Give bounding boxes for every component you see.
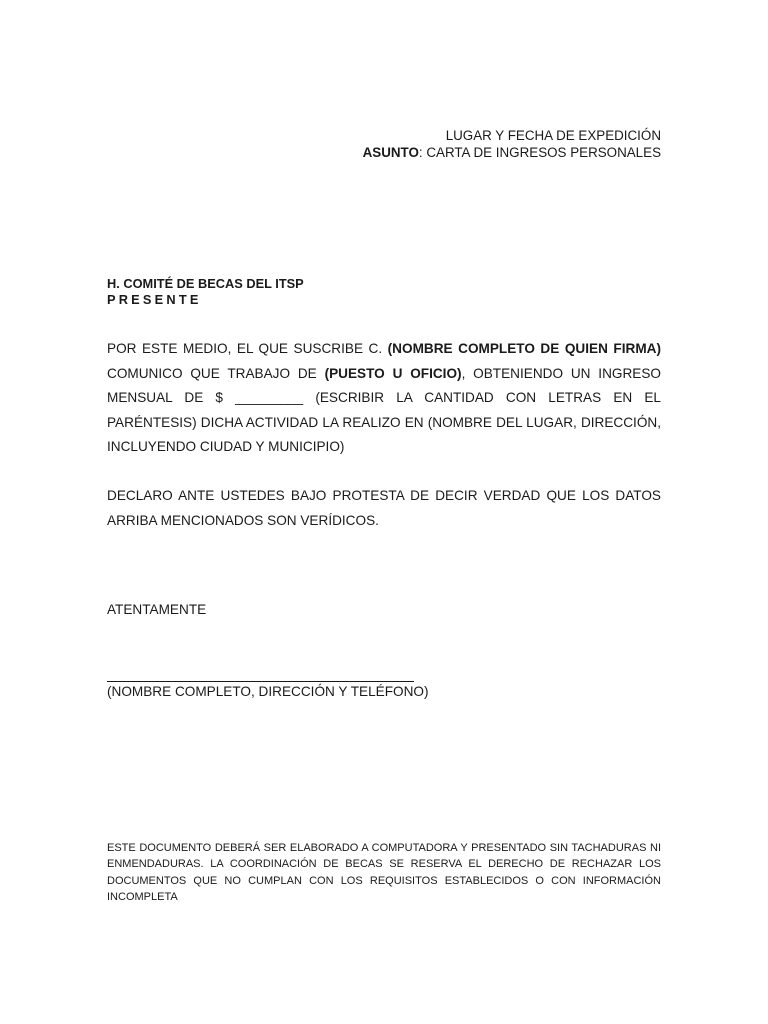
subject-line <box>363 144 661 161</box>
subject-text: : CARTA DE INGRESOS PERSONALES <box>418 145 661 160</box>
p1-job-placeholder: (PUESTO U OFICIO) <box>324 365 462 381</box>
recipient-block <box>107 276 304 308</box>
p1-work-text: COMUNICO QUE TRABAJO DE <box>107 365 325 381</box>
footnote-disclaimer: ESTE DOCUMENTO DEBERÁ SER ELABORADO A COMPUTADORA Y PRESENTADO SIN TACHADURAS NI ENMENDADURAS. LA COORDINACIÓN DE BECAS SE RESERVA EL DERECHO DE RECHAZAR LOS DOCUMENTOS QUE NO CUMPLAN CON LOS REQUISITOS ESTABLECIDOS O CON INFORMACIÓN INCOMPLETA <box>107 842 661 903</box>
subject-label: ASUNTO <box>362 145 419 160</box>
p1-income-text: , OBTENIENDO UN INGRESO MENSUAL DE $ _________ (ESCRIBIR LA CANTIDAD CON LETRAS EN EL PARÉNTESIS) DICHA ACTIVIDAD LA REALIZO EN (NOMBRE DEL LUGAR, DIRECCIÓN, INCLUYENDO CIUDAD Y MUNICIPIO) <box>107 365 661 455</box>
p1-signer-placeholder: (NOMBRE COMPLETO DE QUIEN FIRMA) <box>387 341 661 356</box>
signature-label: (NOMBRE COMPLETO, DIRECCIÓN Y TELÉFONO) <box>107 684 429 699</box>
body-paragraph-declaration: DECLARO ANTE USTEDES BAJO PROTESTA DE DECIR VERDAD QUE LOS DATOS ARRIBA MENCIONADOS SON VERÍDICOS. <box>107 488 661 528</box>
closing-text: ATENTAMENTE <box>107 602 207 617</box>
recipient-greeting: PRESENTE <box>107 292 202 307</box>
body-paragraph-income <box>107 337 661 460</box>
letter-header <box>363 127 661 161</box>
place-date-line: LUGAR Y FECHA DE EXPEDICIÓN <box>445 128 661 143</box>
p1-intro: POR ESTE MEDIO, EL QUE SUSCRIBE C. <box>107 341 388 356</box>
recipient-name: H. COMITÉ DE BECAS DEL ITSP <box>107 276 304 291</box>
